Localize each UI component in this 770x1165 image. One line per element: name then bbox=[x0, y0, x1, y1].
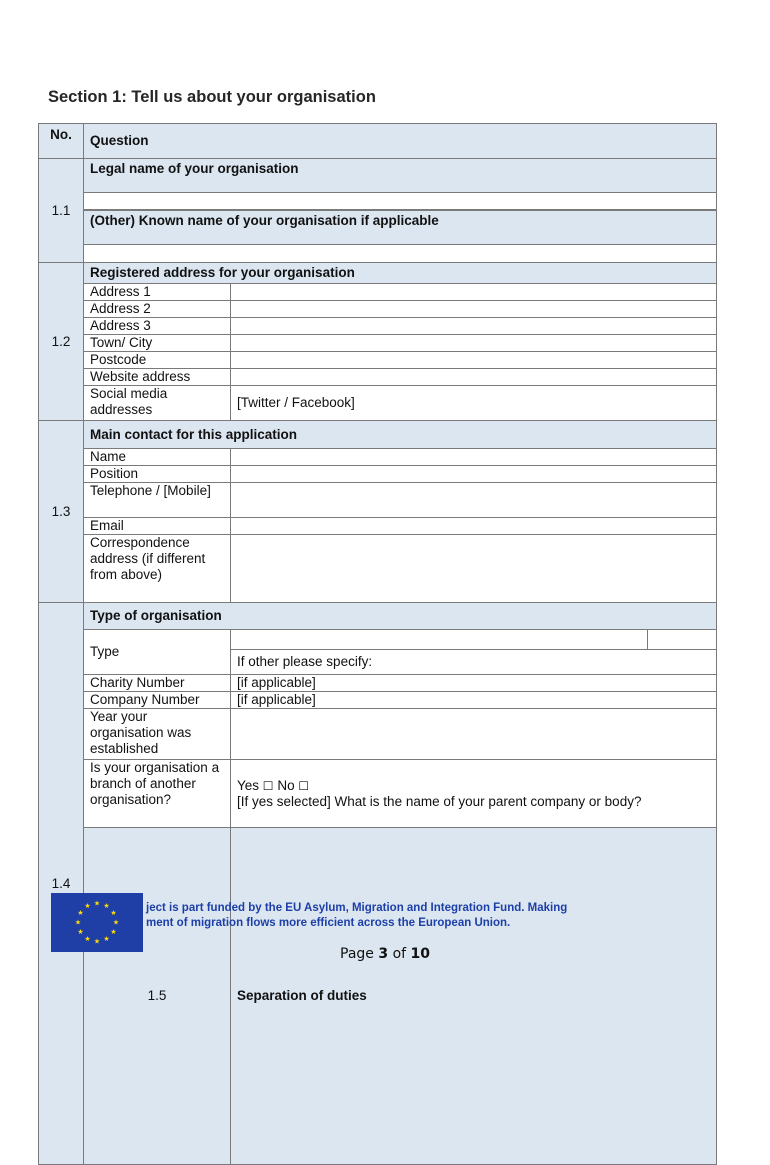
contact-name-field[interactable] bbox=[231, 449, 717, 466]
legal-name-field[interactable] bbox=[84, 193, 717, 211]
eu-star-icon: ★ bbox=[110, 928, 117, 936]
social-media-label: Social media addresses bbox=[84, 386, 231, 421]
email-field[interactable] bbox=[231, 518, 717, 535]
charity-number-label: Charity Number bbox=[84, 675, 231, 692]
registered-address-heading: Registered address for your organisation bbox=[84, 263, 717, 284]
eu-star-icon: ★ bbox=[110, 909, 117, 917]
separation-of-duties-label: Separation of duties bbox=[231, 828, 717, 1165]
eu-star-icon: ★ bbox=[112, 918, 120, 927]
type-select[interactable] bbox=[231, 630, 717, 650]
year-established-label: Year your organisation was established bbox=[84, 709, 231, 760]
branch-yes-label: Yes bbox=[237, 777, 260, 793]
eu-star-icon: ★ bbox=[77, 909, 84, 917]
branch-answer-cell bbox=[231, 760, 717, 828]
telephone-label: Telephone / [Mobile] bbox=[84, 483, 231, 518]
correspondence-address-field[interactable] bbox=[231, 535, 717, 603]
address-3-label: Address 3 bbox=[84, 318, 231, 335]
type-other-field[interactable]: If other please specify: bbox=[231, 650, 717, 675]
contact-name-label: Name bbox=[84, 449, 231, 466]
row-number-1-2: 1.2 bbox=[39, 263, 84, 421]
row-number-1-3: 1.3 bbox=[39, 421, 84, 603]
main-contact-heading: Main contact for this application bbox=[84, 421, 717, 449]
eu-star-icon: ★ bbox=[93, 899, 101, 908]
page-of: of bbox=[392, 946, 407, 962]
website-address-field[interactable] bbox=[231, 369, 717, 386]
address-2-field[interactable] bbox=[231, 301, 717, 318]
address-1-field[interactable] bbox=[231, 284, 717, 301]
page-total: 10 bbox=[410, 946, 430, 962]
position-field[interactable] bbox=[231, 466, 717, 483]
row-number-1-4: 1.4 bbox=[39, 603, 84, 1165]
page-prefix: Page bbox=[340, 946, 374, 962]
known-name-field[interactable] bbox=[84, 245, 717, 263]
town-city-label: Town/ City bbox=[84, 335, 231, 352]
question-known-name: (Other) Known name of your organisation if applicable bbox=[84, 211, 717, 245]
postcode-label: Postcode bbox=[84, 352, 231, 369]
postcode-field[interactable] bbox=[231, 352, 717, 369]
website-address-label: Website address bbox=[84, 369, 231, 386]
funding-line-1: ject is part funded by the EU Asylum, Migration and Integration Fund. Making bbox=[146, 902, 568, 914]
address-3-field[interactable] bbox=[231, 318, 717, 335]
eu-star-icon: ★ bbox=[84, 935, 91, 943]
type-of-organisation-heading: Type of organisation bbox=[84, 603, 717, 630]
eu-star-icon: ★ bbox=[103, 935, 110, 943]
parent-company-question: [If yes selected] What is the name of your parent company or body? bbox=[237, 793, 642, 809]
eu-star-icon: ★ bbox=[84, 902, 91, 910]
organisation-form-table bbox=[38, 123, 717, 1165]
eu-star-icon: ★ bbox=[74, 918, 82, 927]
header-no: No. bbox=[39, 124, 84, 159]
charity-number-field[interactable]: [if applicable] bbox=[231, 675, 717, 692]
address-1-label: Address 1 bbox=[84, 284, 231, 301]
section-title: Section 1: Tell us about your organisation bbox=[48, 88, 376, 106]
funding-statement bbox=[146, 901, 567, 931]
branch-no-label: No bbox=[277, 777, 295, 793]
page-current: 3 bbox=[378, 946, 389, 962]
eu-star-icon: ★ bbox=[77, 928, 84, 936]
telephone-field[interactable] bbox=[231, 483, 717, 518]
eu-flag-logo bbox=[51, 893, 143, 952]
year-established-field[interactable] bbox=[231, 709, 717, 760]
eu-stars-icon bbox=[51, 893, 143, 952]
correspondence-address-label: Correspondence address (if different from above) bbox=[84, 535, 231, 603]
branch-question-label: Is your organisation a branch of another organisation? bbox=[84, 760, 231, 828]
position-label: Position bbox=[84, 466, 231, 483]
page-number bbox=[0, 946, 770, 962]
eu-star-icon: ★ bbox=[93, 937, 101, 946]
company-number-field[interactable]: [if applicable] bbox=[231, 692, 717, 709]
type-label: Type bbox=[84, 630, 231, 675]
eu-star-icon: ★ bbox=[103, 902, 110, 910]
company-number-label: Company Number bbox=[84, 692, 231, 709]
row-number-1-1: 1.1 bbox=[39, 159, 84, 263]
header-question: Question bbox=[84, 124, 717, 159]
funding-line-2: ment of migration flows more efficient across the European Union. bbox=[146, 917, 511, 929]
branch-yes-checkbox[interactable]: ☐ bbox=[262, 778, 274, 793]
address-2-label: Address 2 bbox=[84, 301, 231, 318]
town-city-field[interactable] bbox=[231, 335, 717, 352]
branch-no-checkbox[interactable]: ☐ bbox=[298, 778, 310, 793]
email-label: Email bbox=[84, 518, 231, 535]
question-legal-name: Legal name of your organisation bbox=[84, 159, 717, 193]
social-media-field[interactable]: [Twitter / Facebook] bbox=[231, 386, 717, 421]
row-number-1-5: 1.5 bbox=[84, 828, 231, 1165]
